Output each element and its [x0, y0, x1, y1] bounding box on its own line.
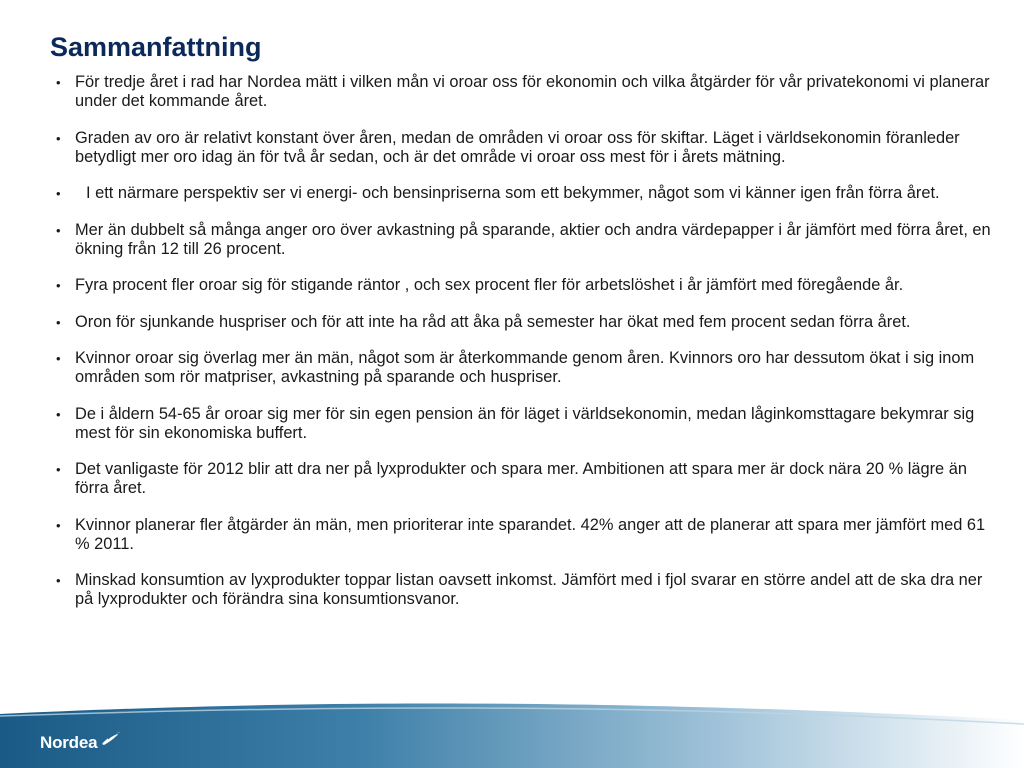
bullet-text: Mer än dubbelt så många anger oro över avkastning på sparande, aktier och andra värdepapper i år jämfört med förra året, en ökning från 12 till 26 procent. [75, 220, 991, 258]
bullet-list [55, 73, 995, 627]
bullet-dot: • [56, 75, 61, 90]
nordea-logo [40, 733, 122, 753]
bullet-dot: • [56, 222, 61, 238]
bullet-dot: • [56, 130, 61, 146]
bullet-item [55, 313, 995, 332]
bullet-item [55, 221, 995, 259]
slide-title: Sammanfattning [50, 32, 262, 62]
bullet-item [55, 571, 995, 609]
bullet-item [55, 129, 995, 167]
logo-text: Nordea [40, 733, 98, 752]
bullet-text: De i åldern 54-65 år oroar sig mer för sin egen pension än för läget i världsekonomin, medan låginkomsttagare bekymrar sig mest för sin ekonomiska buffert. [75, 404, 975, 442]
bullet-dot: • [56, 573, 61, 588]
bullet-text: I ett närmare perspektiv ser vi energi- och bensinpriserna som ett bekymmer, något som vi känner igen från förra året. [86, 184, 940, 202]
bullet-dot: • [56, 462, 61, 477]
bullet-text: Oron för sjunkande huspriser och för att inte ha råd att åka på semester har ökat med fem procent sedan förra året. [75, 312, 911, 331]
bullet-dot: • [56, 186, 61, 201]
bullet-item [55, 516, 995, 554]
bullet-item [55, 405, 995, 443]
nordea-sail-icon [100, 729, 122, 747]
footer-band [0, 700, 1024, 768]
bullet-item [55, 460, 995, 498]
bullet-item [55, 73, 995, 111]
bullet-text: För tredje året i rad har Nordea mätt i vilken mån vi oroar oss för ekonomin och vilka åtgärder för vår privatekonomi vi planerar under det kommande året. [75, 73, 990, 110]
bullet-dot: • [56, 314, 61, 330]
bullet-text: Fyra procent fler oroar sig för stigande räntor , och sex procent fler för arbetslöshet i år jämfört med föregående år. [75, 276, 904, 294]
bullet-text: Graden av oro är relativt konstant över åren, medan de områden vi oroar oss för skiftar. Läget i världsekonomin föranleder betydligt mer oro idag än för två år sedan, och är det område vi oroar oss mest för i årets mätning. [75, 128, 960, 166]
bullet-text: Kvinnor planerar fler åtgärder än män, men prioriterar inte sparandet. 42% anger att de planerar att spara mer jämfört med 61 % 2011. [75, 515, 986, 553]
bullet-dot: • [56, 517, 61, 533]
bullet-item [55, 184, 995, 203]
bullet-item [55, 349, 995, 387]
bullet-text: Minskad konsumtion av lyxprodukter toppar listan oavsett inkomst. Jämfört med i fjol svarar en större andel att de ska dra ner på lyxprodukter och förändra sina konsumtionsvanor. [75, 571, 983, 608]
bullet-dot: • [56, 406, 61, 422]
bullet-dot: • [56, 351, 61, 366]
bullet-item [55, 276, 995, 295]
bullet-text: Det vanligaste för 2012 blir att dra ner på lyxprodukter och spara mer. Ambitionen att spara mer är dock nära 20 % lägre än förra året. [75, 460, 967, 497]
bullet-dot: • [56, 278, 61, 293]
bullet-text: Kvinnor oroar sig överlag mer än män, något som är återkommande genom åren. Kvinnors oro har dessutom ökat i sig inom områden som rör matpriser, avkastning på sparande och huspriser. [75, 349, 975, 386]
